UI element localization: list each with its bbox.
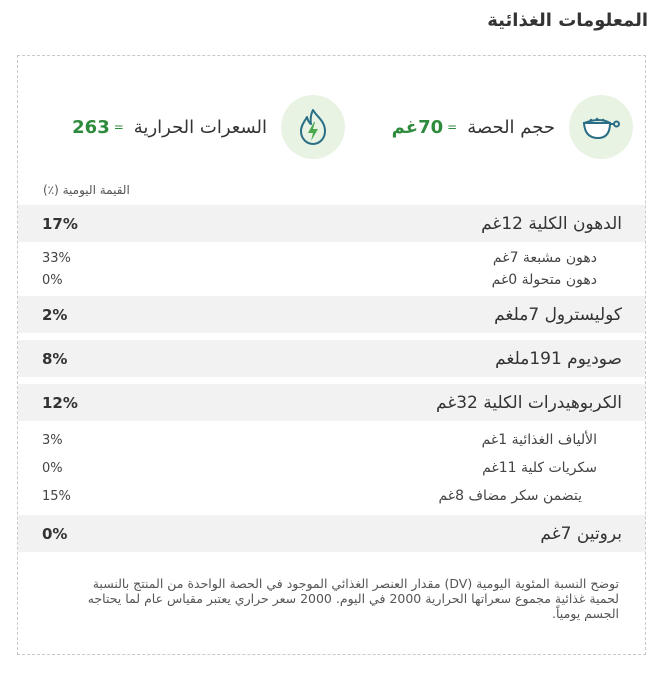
page-title: المعلومات الغذائية — [487, 10, 648, 31]
summary-bar — [18, 94, 645, 160]
nutrient-percent: 0% — [42, 524, 68, 543]
nutrient-name: بروتين 7غم — [540, 523, 622, 544]
nutrient-name: سكريات كلية 11غم — [482, 460, 597, 476]
calories-value: 263 — [72, 116, 110, 138]
nutrient-row-trans-fat — [18, 269, 645, 291]
nutrient-name: صوديوم 191ملغم — [495, 348, 622, 369]
daily-value-header: القيمة اليومية (٪) — [43, 183, 130, 197]
nutrient-row-total-sugars — [18, 457, 645, 479]
nutrient-name: كوليسترول 7ملغم — [494, 304, 622, 325]
nutrient-percent: 0% — [42, 272, 63, 288]
nutrient-percent: 8% — [42, 349, 68, 368]
nutrient-percent: 17% — [42, 214, 78, 233]
nutrient-name: دهون مشبعة 7غم — [492, 250, 597, 266]
nutrient-row-saturated-fat — [18, 247, 645, 269]
serving-size-summary — [392, 94, 633, 160]
nutrient-row-fiber — [18, 429, 645, 451]
calories-summary — [72, 94, 345, 160]
nutrient-name: الكربوهيدرات الكلية 32غم — [436, 392, 622, 413]
nutrient-row-added-sugar — [18, 485, 645, 507]
nutrient-table — [18, 205, 645, 552]
nutrient-percent: 12% — [42, 393, 78, 412]
nutrient-percent: 3% — [42, 432, 63, 448]
nutrient-percent: 2% — [42, 305, 68, 324]
nutrient-name: الألياف الغذائية 1غم — [481, 432, 597, 448]
serving-size-value: 70غم — [391, 116, 444, 138]
nutrient-name: يتضمن سكر مضاف 8غم — [438, 488, 582, 504]
bowl-icon — [569, 95, 633, 159]
nutrient-percent: 33% — [42, 250, 71, 266]
nutrient-row-total-carbs — [18, 384, 645, 421]
nutrient-name: الدهون الكلية 12غم — [481, 213, 622, 234]
nutrient-percent: 0% — [42, 460, 63, 476]
nutrient-row-protein — [18, 515, 645, 552]
calories-label: السعرات الحرارية — [133, 116, 267, 138]
calories-equals: = — [113, 120, 124, 134]
nutrient-name: دهون متحولة 0غم — [491, 272, 597, 288]
nutrient-percent: 15% — [42, 488, 71, 504]
daily-value-footnote: توضح النسبة المئوية اليومية (DV) مقدار العنصر الغذائي الموجود في الحصة الواحدة من المنتج بالنسبة لحمية غذائية مجموع سعراتها الحرارية 2000 في اليوم. 2000 سعر حراري يعتبر مقياس عام لما يحتاجه الجسم يومياً. — [87, 576, 619, 621]
nutrition-card — [17, 55, 646, 655]
serving-size-equals: = — [447, 120, 458, 134]
nutrient-row-sodium — [18, 340, 645, 377]
flame-icon — [281, 95, 345, 159]
nutrient-row-cholesterol — [18, 296, 645, 333]
nutrient-row-total-fat — [18, 205, 645, 242]
serving-size-label: حجم الحصة — [467, 116, 555, 138]
